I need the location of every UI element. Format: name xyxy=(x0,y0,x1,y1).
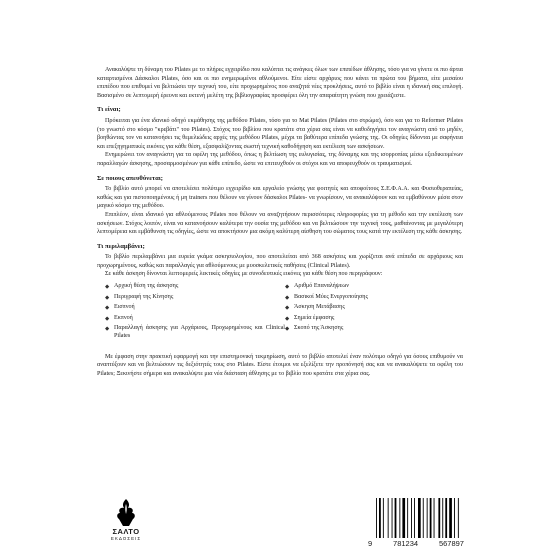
section-heading-audience: Σε ποιους απευθύνεται; xyxy=(97,174,163,182)
bullet-column-right xyxy=(285,283,368,344)
barcode-bar xyxy=(399,498,400,538)
barcode-bar xyxy=(379,498,381,538)
list-item: ◆ Αριθμό Επαναλήψεων xyxy=(285,283,350,291)
barcode-bar xyxy=(402,498,405,538)
list-item: ◆ Άσκηση Μετάβασης xyxy=(285,304,345,312)
list-item: ◆ Σκοπό της Άσκησης xyxy=(285,325,344,333)
isbn-digit-group: 567897 xyxy=(438,539,464,548)
barcode-bar xyxy=(411,498,412,538)
diamond-bullet-icon: ◆ xyxy=(285,294,290,301)
section-contents-paragraph-1: Το βιβλίο περιλαμβάνει μια ευρεία γκάμα ασκησιολογίου, που αποτελείται από 368 ασκήσεις και χωρίζεται ανά επίπεδα σε αρχάριους και προχωρημένους, καθώς και παραλλαγές για αθλούμενους με μυοσκελετικές παθήσεις (Clinical Pilates). xyxy=(97,254,463,269)
section-audience-paragraph-1: Το βιβλίο αυτό μπορεί να αποτελέσει πολύτιμο εγχειρίδιο και εργαλείο γνώσης για φοιτητές και αποφοίτους Σ.Ε.Φ.Α.Α. και Φυσιοθεραπείας, καθώς και για πιστοποιημένους ή μη trainers που θέλουν να γίνουν δάσκαλοι Pilates- να γνωρίσουν, να ανακαλύψουν και να εμβαθύνουν μέσα στον μαγικό κόσμο της μεθόδου. xyxy=(97,186,463,210)
diamond-bullet-icon: ◆ xyxy=(105,284,110,291)
closing-paragraph: Με έμφαση στην πρακτική εφαρμογή και την επιστημονική τεκμηρίωση, αυτό το βιβλίο αποτελεί έναν πολύτιμο οδηγό για όσους επιθυμούν να αναπτύξουν και να βελτιώσουν τις δεξιότητές τους στο Pilates. Είστε έτοιμοι να εξελίξετε την προπόνησή σας και να ανακαλύψετε τα οφέλη του Pilates; Ξεκινήστε σήμερα και ανακαλύψτε μια νέα διάσταση άθλησης με το βιβλίο που κρατάτε στα χέρια σας. xyxy=(97,353,463,377)
section-heading-contents: Τι περιλαμβάνει; xyxy=(97,242,145,250)
section-what-paragraph-1: Πρόκειται για ένα ιδανικό οδηγό εκμάθησης της μεθόδου Pilates, τόσο για το Mat Pilates (Pilates στο στρώμα), όσο και για το Reformer Pilates (το γνωστό στο κόσμο "κρεβάτι" του Pilates). Στόχος του βιβλίου που κρατάτε στα χέρια σας είναι να καθοδηγήσει τον αναγνώστη από το μηδέν, βοηθώντας τον να κατανοήσει τις θεμελιώδεις αρχές της μεθόδου Pilates, μέχρι τα βαθύτερα επίπεδα γνώσης της. Οι οδηγίες δίδονται με σαφήνεια και επεξηγηματικές εικόνες για κάθε θέση, εξασφαλίζοντας σωστή τεχνική καθοδήγηση και εκτέλεση των ασκήσεων. xyxy=(97,117,463,150)
barcode-bar xyxy=(423,498,424,538)
barcode-bar xyxy=(388,498,389,538)
diamond-bullet-icon: ◆ xyxy=(285,305,290,312)
barcode-bar xyxy=(438,498,440,538)
barcode-bar xyxy=(442,498,443,538)
publisher-subtitle: ΕΚΔΟΣΕΙΣ xyxy=(110,536,142,541)
barcode-bar xyxy=(407,498,408,538)
barcode-bar xyxy=(383,498,384,538)
barcode-bar xyxy=(454,498,455,538)
section-heading-what: Τι είναι; xyxy=(97,106,121,114)
barcode-bar xyxy=(458,498,459,538)
barcode-bar xyxy=(449,498,452,538)
back-cover-text xyxy=(97,66,463,378)
diamond-bullet-icon: ◆ xyxy=(105,305,110,312)
diamond-bullet-icon: ◆ xyxy=(105,326,110,333)
barcode-bar xyxy=(434,498,435,538)
list-item: ◆ Αρχική θέση της άσκησης xyxy=(105,283,179,291)
diamond-bullet-icon: ◆ xyxy=(285,315,290,322)
section-contents-paragraph-2: Σε κάθε άσκηση δίνονται λεπτομερείς λεκτικές οδηγίες με συνοδευτικές εικόνες για κάθε θέση που περιγράφουν: xyxy=(105,271,383,278)
diamond-bullet-icon: ◆ xyxy=(105,294,110,301)
list-item: ◆ Βασικοί Μύες Ενεργοποίησης xyxy=(285,293,368,301)
intro-paragraph: Ανακαλύψτε τη δύναμη του Pilates με το πλήρες εγχειρίδιο που καλύπτει τις ανάγκες όλων των επιπέδων άθλησης, τόσο για να γίνετε οι πιο άρτια καταρτισμένοι Δάσκαλοι Pilates, όσο και οι πιο ενημερωμένοι αθλούμενοι. Είτε είστε αρχάριος που κάνει τα πρώτα του βήματα, είτε μεσαίου επιπέδου που επιθυμεί να βελτιώσει την τεχνική του, είτε προχωρημένος που αναζητά νέες προκλήσεις, αυτό το βιβλίο είναι η ιδανική σας επιλογή. Βασισμένο σε λεπτομερή έρευνα και εκτενή μελέτη της βιβλιογραφίας προσφέρει όλη την απαραίτητη γνώση που χρειάζεστε. xyxy=(97,67,463,99)
section-audience-paragraph-2: Επιπλέον, είναι ιδανικό για αθλούμενους Pilates που θέλουν να αναζητήσουν περισσότερες πληροφορίες για τη μέθοδο και την εκτέλεση των ασκήσεων. Στόχος λοιπόν, είναι να κατανοήσουν καλύτερα την ουσία της μεθόδου και να βελτιώσουν την τεχνική τους, μαθαίνοντας με μεγαλύτερη λεπτομέρεια και εμβάθυνση τις οδηγίες, ώστε να αποκτήσουν μια ακόμη καλύτερη αίσθηση του σώματος τους κατά την εκτέλεση της κάθε άσκησης. xyxy=(97,211,463,236)
bullet-column-left xyxy=(105,283,285,344)
isbn-digits xyxy=(368,539,464,548)
list-item: ◆ Περιγραφή της Κίνησης xyxy=(105,293,174,301)
barcode-bar xyxy=(395,498,397,538)
publisher-name: ΣΑΛΤΟ xyxy=(112,527,140,536)
isbn-digit-group: 9 xyxy=(368,539,373,548)
diamond-bullet-icon: ◆ xyxy=(105,315,110,322)
list-item: ◆ Εισπνοή xyxy=(105,304,135,312)
list-item: ◆ Εκπνοή xyxy=(105,314,133,322)
barcode-bar xyxy=(445,498,447,538)
barcode-bar xyxy=(392,498,393,538)
list-item: ◆ Σημεία έμφασης xyxy=(285,314,335,322)
barcode-bar xyxy=(427,498,428,538)
barcode-bar xyxy=(418,498,421,538)
diamond-bullet-icon: ◆ xyxy=(285,326,290,333)
barcode-bars xyxy=(368,498,464,538)
instruction-bullet-list xyxy=(105,283,463,344)
barcode-bar xyxy=(376,498,377,538)
isbn-digit-group: 781234 xyxy=(393,539,419,548)
isbn-barcode xyxy=(368,498,464,550)
list-item: ◆ Παραλλαγή άσκησης για Αρχάριους, Προχωρημένους και Clinical Pilates xyxy=(105,325,285,340)
barcode-bar xyxy=(430,498,432,538)
diamond-bullet-icon: ◆ xyxy=(285,284,290,291)
barcode-bar xyxy=(414,498,415,538)
section-what-paragraph-2: Ενημερώνει τον αναγνώστη για τα οφέλη της μεθόδου, όπως η βελτίωση της ευλυγισίας, της δύναμης και της ισορροπίας μέσω εξειδικευμένων παραλλαγών άσκησης, προσαρμοσμένων για κάθε επίπεδο, ώστε να επιτευχθούν οι στόχοι και να αποφευχθούν οι τραυματισμοί. xyxy=(97,152,463,167)
publisher-logo-icon xyxy=(113,498,139,528)
publisher-logo xyxy=(106,498,146,546)
